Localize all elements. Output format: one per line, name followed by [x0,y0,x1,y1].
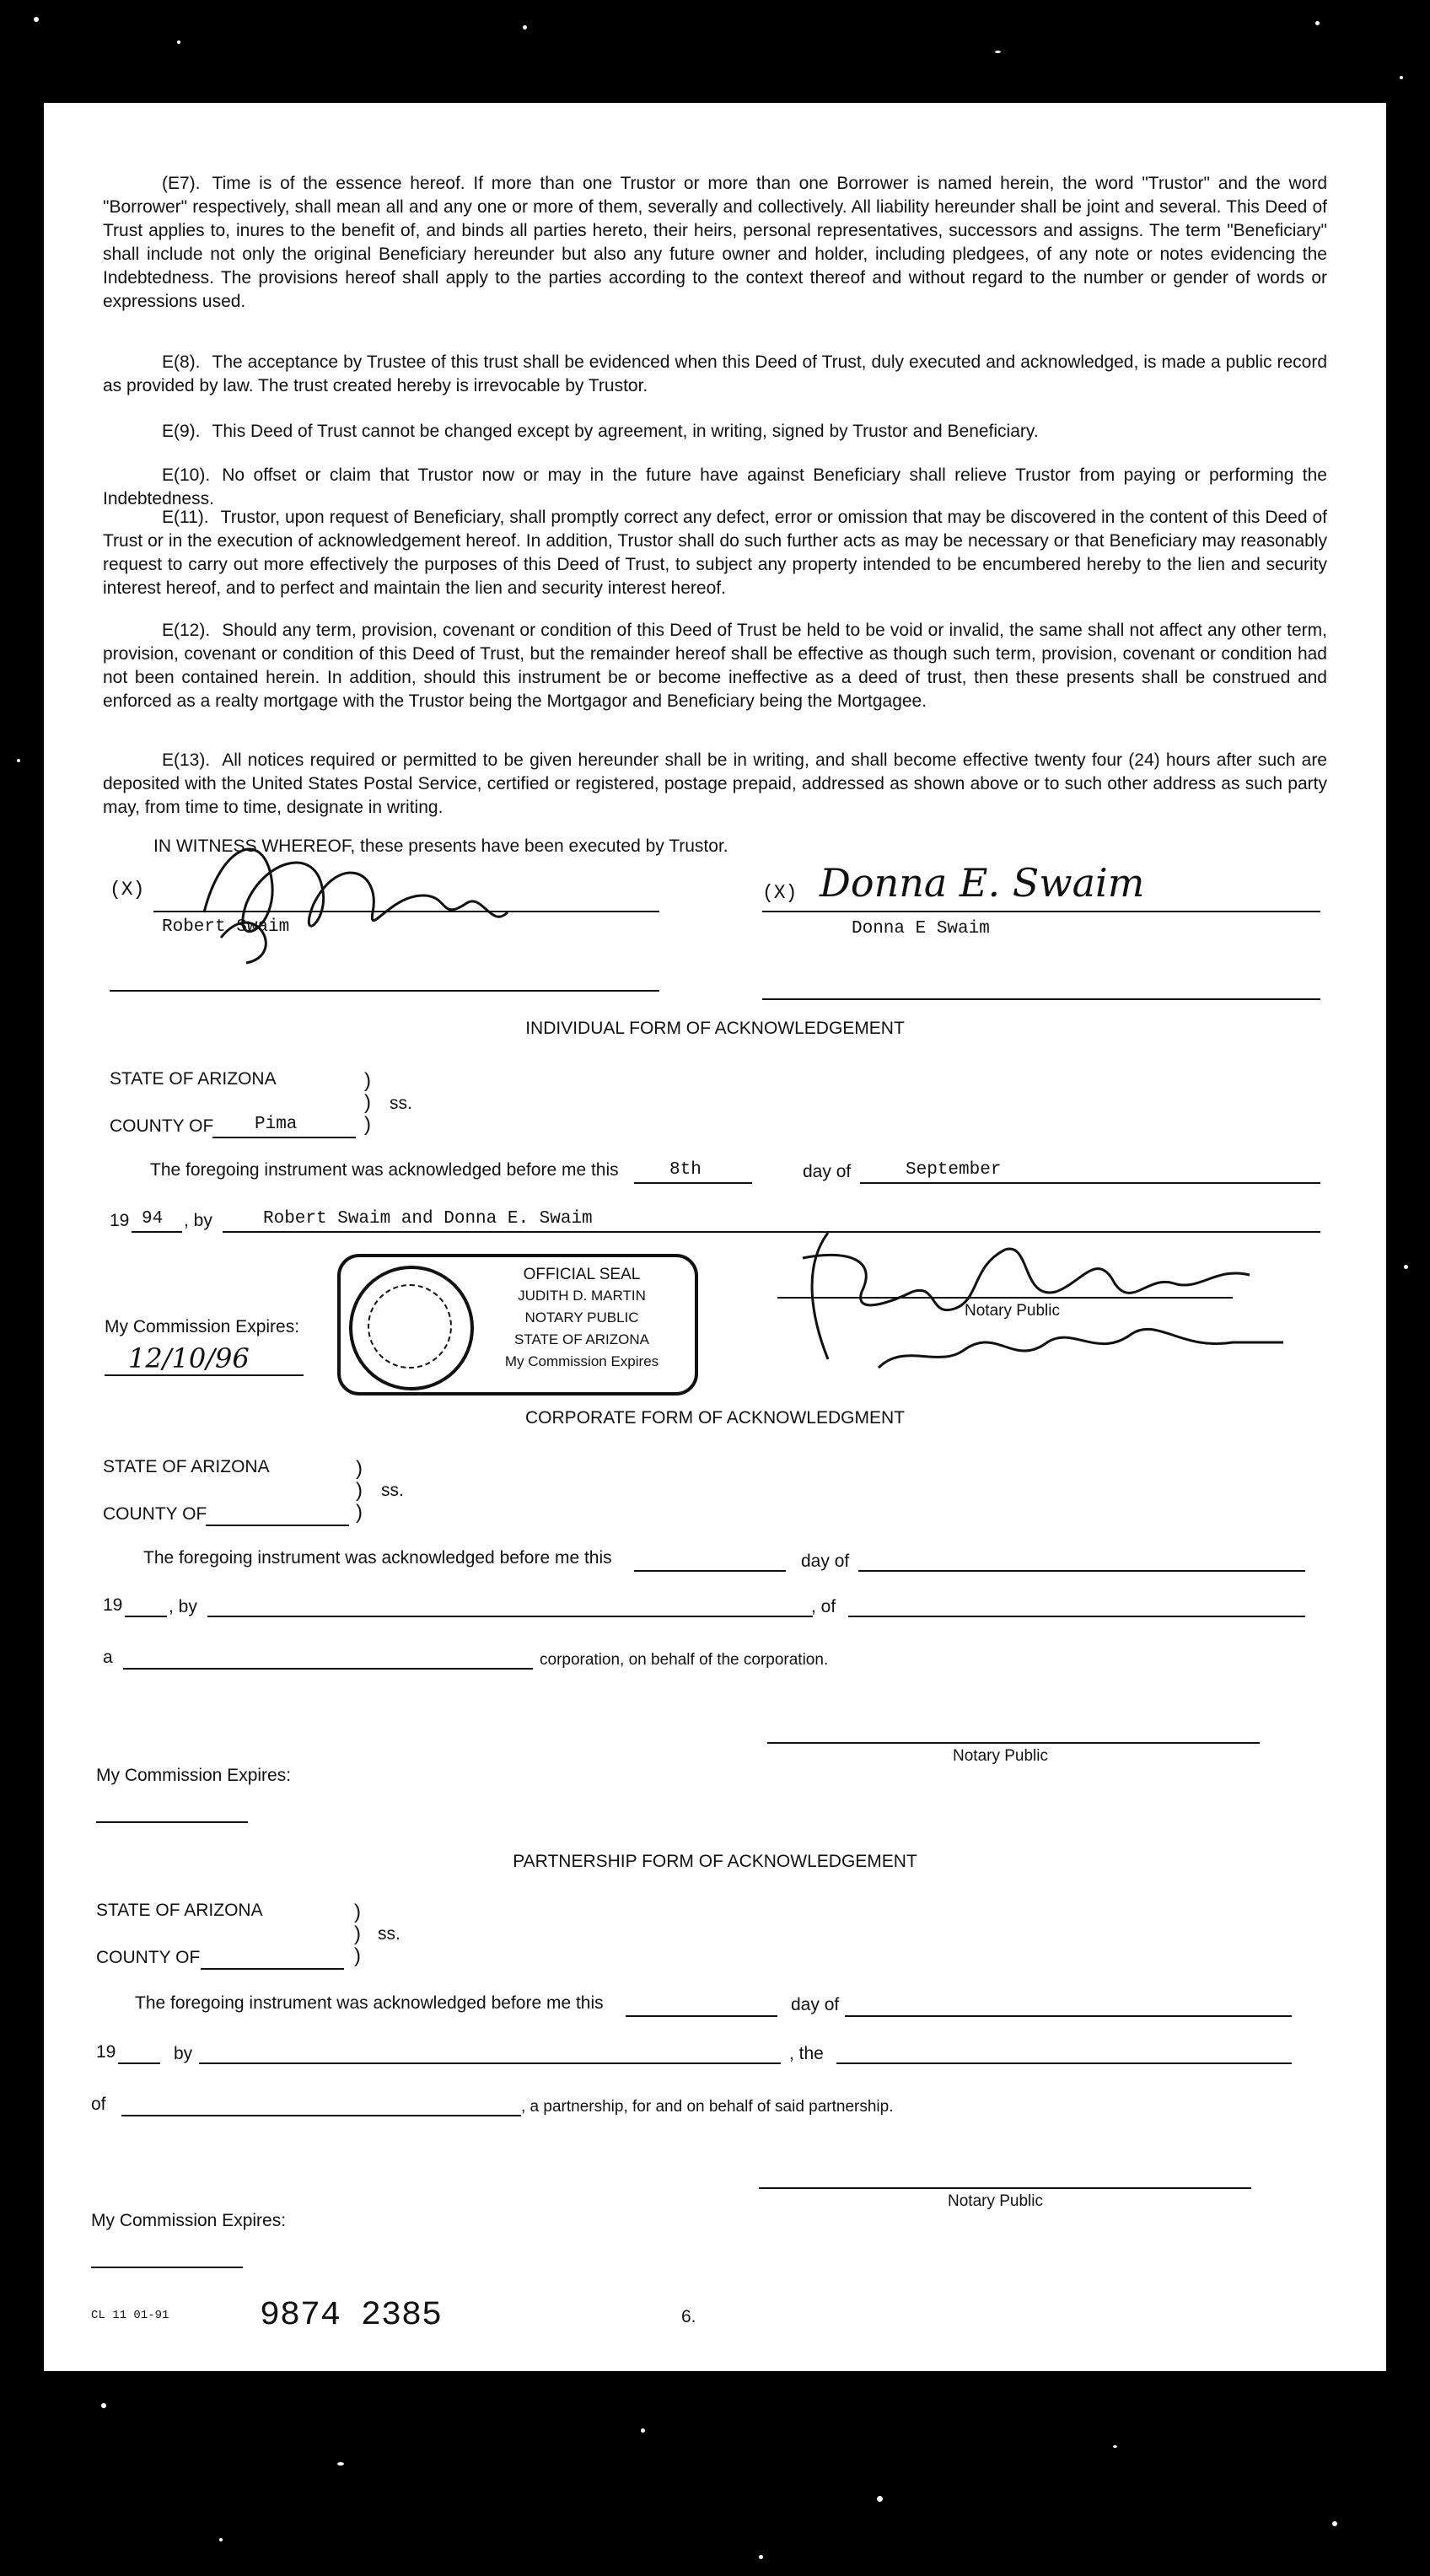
individual-state: STATE OF ARIZONA [110,1069,277,1089]
signature-line-3 [110,990,659,992]
by-line [207,1616,813,1617]
paren: ) [356,1479,363,1502]
partnership-text: , a partnership, for and on behalf of said partnership. [521,2098,894,2116]
corporate-foregoing: The foregoing instrument was acknowledged before me this [143,1548,612,1568]
month-line [845,2015,1292,2017]
signer-1-name: Robert Swaim [162,917,290,937]
corporate-county-label: COUNTY OF [103,1504,207,1524]
corporate-state: STATE OF ARIZONA [103,1457,270,1476]
seal-name: JUDITH D. MARTIN [518,1288,646,1304]
paren: ) [364,1069,371,1092]
individual-year-prefix: 19 [110,1211,130,1230]
signature-line-4 [762,998,1320,1000]
individual-foregoing: The foregoing instrument was acknowledged before me this [150,1160,619,1180]
individual-commission-date: 12/10/96 [128,1342,250,1374]
seal-title: OFFICIAL SEAL [523,1266,641,1283]
individual-commission-label: My Commission Expires: [105,1317,300,1336]
corporate-of: , of [811,1597,836,1616]
signature-line-2 [762,911,1320,912]
witness-clause: IN WITNESS WHEREOF, these presents have been executed by Trustor. [153,836,728,856]
paragraph-e7: (E7). Time is of the essence hereof. If more than one Trustor or more than one Borrower is named herein, the word "Trustor" and the word "Borrower" respectively, shall mean all and any one or more of them, severally and collectively. All liability hereunder shall be joint and several. This Deed of Trust applies to, inures to the benefit of, and binds all parties hereto, their heirs, personal representatives, successors and assigns. The term "Beneficiary" shall include not only the original Beneficiary hereunder but also any future owner and holder, including pledgees, of any note or notes evidencing the Indebtedness. The provisions hereof shall apply to the parties according to the context thereof and without regard to the number or gender of words or expressions used. [103,174,1327,311]
paragraph-e10: E(10). No offset or claim that Trustor now or may in the future have against Beneficiary shall relieve Trustor from paying or performing the Indebtedness. [103,465,1327,508]
signature-line-1 [153,911,659,912]
partnership-day-of: day of [791,1995,840,2014]
corp-line [123,1668,533,1670]
partnership-notary: Notary Public [948,2192,1043,2210]
day-line [634,1570,786,1572]
individual-month: September [906,1160,1002,1180]
partnership-state: STATE OF ARIZONA [96,1901,263,1920]
paren: ) [354,1944,361,1967]
official-seal [337,1254,698,1396]
notary-signature [777,1199,1317,1401]
commission-line [105,1374,304,1376]
paren: ) [364,1091,371,1114]
partnership-of: of [91,2095,106,2114]
by-line [199,2062,781,2064]
form-code: CL 11 01-91 [91,2309,169,2322]
year-line [125,1616,167,1617]
individual-ss: ss. [390,1094,412,1113]
county-line [201,1968,344,1970]
seal-expires: My Commission Expires [504,1353,659,1369]
signer-2-name: Donna E Swaim [852,919,990,938]
of-line [848,1616,1305,1617]
seal-line-4: STATE OF ARIZONA [514,1331,649,1347]
partnership-commission-label: My Commission Expires: [91,2211,287,2230]
month-line [858,1570,1305,1572]
corporate-heading: CORPORATE FORM OF ACKNOWLEDGMENT [525,1408,905,1428]
corporate-notary: Notary Public [953,1747,1048,1765]
individual-county-label: COUNTY OF [110,1116,214,1136]
partnership-ss: ss. [378,1924,401,1944]
county-line [206,1525,349,1526]
the-line [836,2062,1292,2064]
partnership-heading: PARTNERSHIP FORM OF ACKNOWLEDGEMENT [513,1852,917,1871]
signature-mark-1: (X) [110,879,145,901]
partnership-the: , the [789,2044,824,2063]
commission-line [96,1821,248,1823]
month-line [860,1182,1320,1184]
seal-emblem [349,1266,474,1390]
page-number: 6. [681,2307,696,2326]
paren: ) [364,1113,371,1136]
notary-line [777,1297,1233,1299]
partner-line [121,2115,521,2116]
individual-day: 8th [669,1160,702,1180]
corporate-ss: ss. [381,1481,404,1500]
individual-names: Robert Swaim and Donna E. Swaim [263,1209,593,1229]
document-number: 9874 2385 [260,2297,443,2335]
individual-day-of: day of [803,1162,852,1181]
notary-line [767,1742,1260,1744]
day-line [626,2015,777,2017]
signature-mark-2: (X) [762,882,798,904]
paragraph-e11: E(11). Trustor, upon request of Beneficiary, shall promptly correct any defect, error or omission that may be discovered in the content of this Deed of Trust or in the execution of acknowledgement hereof. In addition, Trustor shall do such further acts as may be necessary or that Beneficiary may reasonably request to carry out more effectively the purposes of this Deed of Trust, to subject any property intended to be encumbered hereby to the lien and security interest hereof, and to perfect and maintain the lien and security interest hereof. [103,508,1327,598]
corporate-a: a [103,1648,113,1667]
paren: ) [354,1923,361,1945]
paren: ) [356,1457,363,1480]
partnership-county-label: COUNTY OF [96,1948,201,1967]
signature-robert [170,811,575,971]
corporate-by: , by [169,1597,197,1616]
partnership-foregoing: The foregoing instrument was acknowledged before me this [135,1993,604,2013]
year-line [132,1231,182,1233]
individual-heading: INDIVIDUAL FORM OF ACKNOWLEDGEMENT [525,1019,905,1038]
partnership-by: by [174,2044,193,2063]
county-line [212,1137,356,1138]
paragraph-e9: E(9). This Deed of Trust cannot be changed except by agreement, in writing, signed by Trustor and Beneficiary. [162,422,1039,441]
paragraph-e13: E(13). All notices required or permitted to be given hereunder shall be in writing, and shall become effective twenty four (24) hours after such are deposited with the United States Postal Service, certified or registered, postage prepaid, addressed as shown above or to such other address as such party may, from time to time, designate in writing. [103,750,1327,817]
corporate-year-prefix: 19 [103,1595,123,1615]
commission-line [91,2267,243,2268]
paren: ) [356,1501,363,1524]
individual-county: Pima [255,1115,298,1134]
partnership-year-prefix: 19 [96,2042,116,2062]
corporate-corp-text: corporation, on behalf of the corporation. [540,1651,829,1669]
individual-notary: Notary Public [965,1302,1060,1320]
individual-year: 94 [142,1209,164,1229]
signature-donna: Donna E. Swaim [820,860,1145,906]
year-line [118,2062,160,2064]
paragraph-e8: E(8). The acceptance by Trustee of this trust shall be evidenced when this Deed of Trust, duly executed and acknowledged, is made a public record as provided by law. The trust created hereby is irrevocable by Trustor. [103,352,1327,395]
paragraph-e12: E(12). Should any term, provision, covenant or condition of this Deed of Trust be held to be void or invalid, the same shall not affect any other term, provision, covenant or condition of this Deed of Trust, but the remainder hereof shall be effective as though such term, provision, covenant or condition had not been contained herein. In addition, should this instrument be or become ineffective as a deed of trust, then these presents shall be construed and enforced as a realty mortgage with the Trustor being the Mortgagor and Beneficiary being the Mortgagee. [103,621,1327,711]
notary-line [759,2187,1251,2189]
corporate-commission-label: My Commission Expires: [96,1766,292,1785]
seal-line-3: NOTARY PUBLIC [524,1310,639,1326]
day-line [634,1182,752,1184]
corporate-day-of: day of [801,1552,850,1571]
individual-by: , by [184,1211,212,1230]
document-page [44,103,1386,2371]
paren: ) [354,1901,361,1923]
